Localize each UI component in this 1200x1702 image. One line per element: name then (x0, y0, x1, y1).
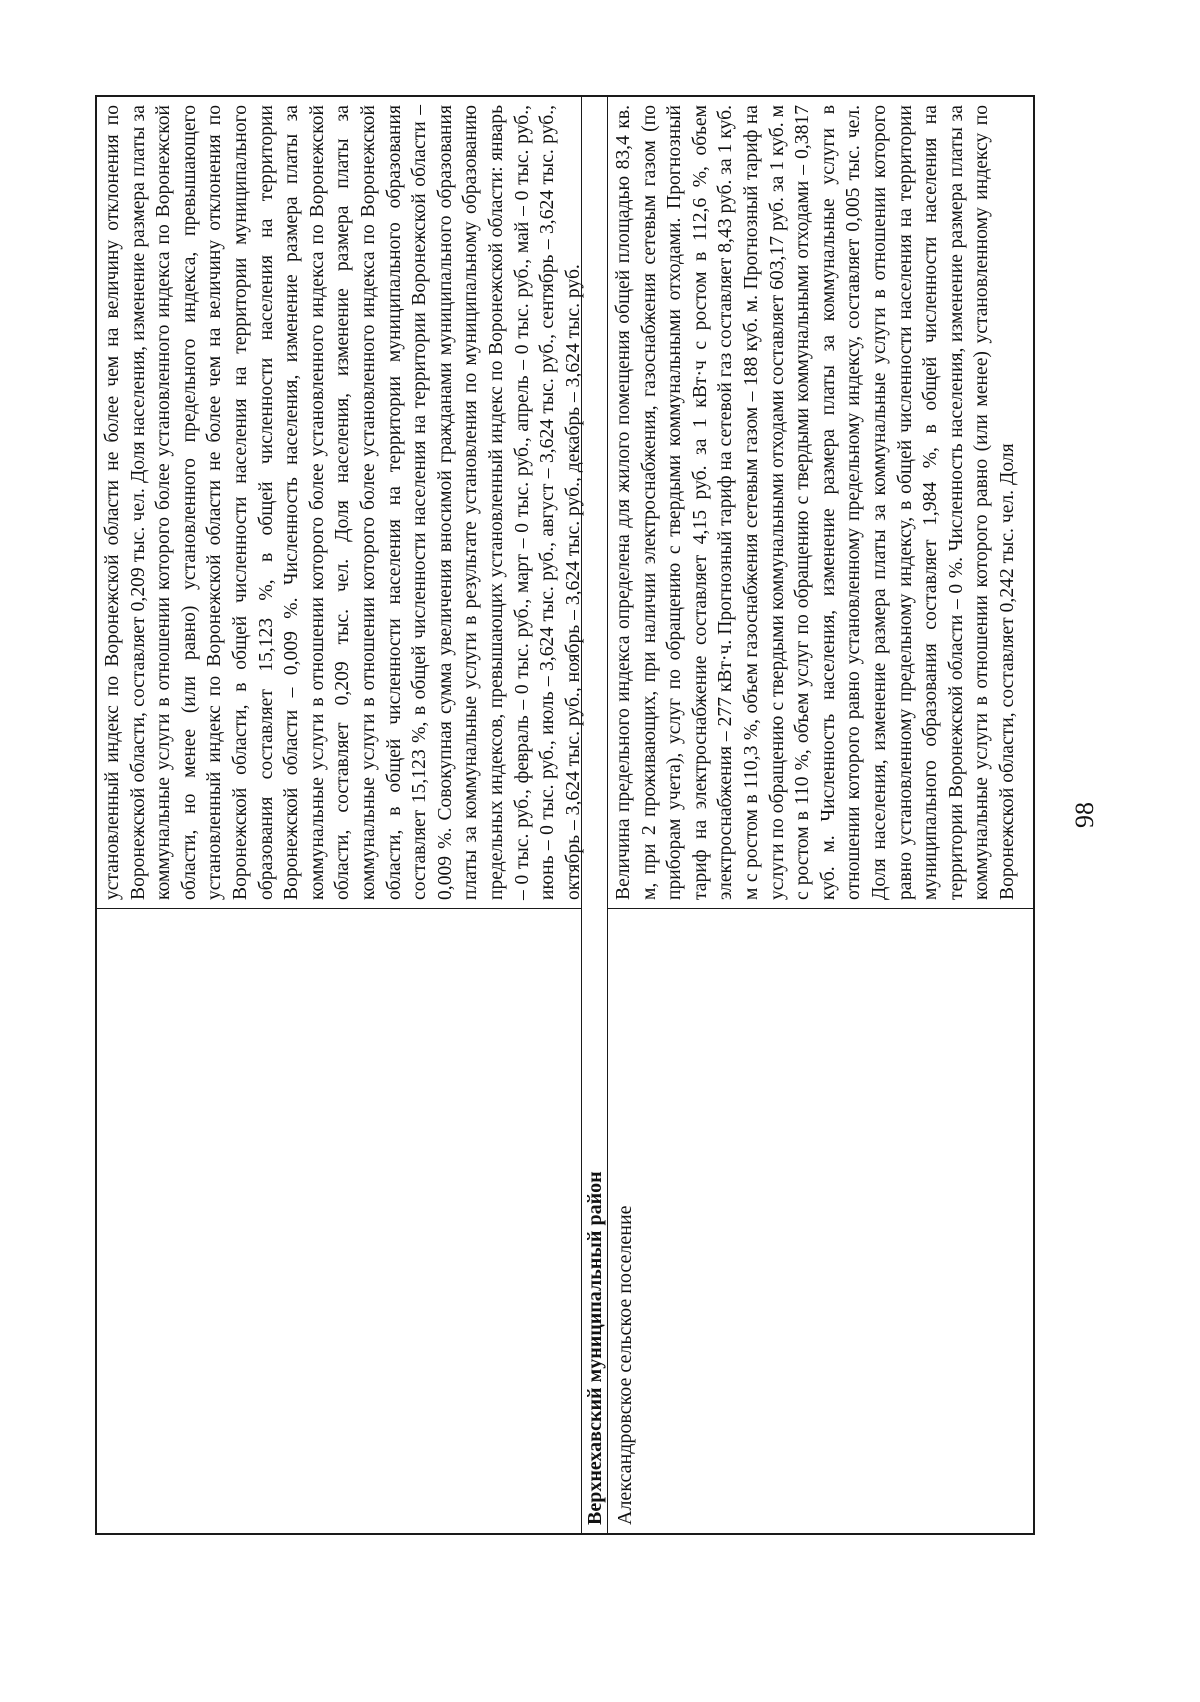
district-title: Верхнехавский муниципальный район (584, 1171, 606, 1525)
settlement-description-cell (608, 97, 1033, 908)
description-text: установленный индекс по Воронежской области не более чем на величину отклонения по Воронежской области, составляет 0,209 тыс. чел. Доля населения, изменение размера платы за коммунальные услуги в отношении которого более установленного индекса по Воронежской области, но менее (или равно) установленного предельного индекса, превышающего установленный индекс по Воронежской области не более чем на величину отклонения по Воронежской области, в общей численности населения на территории муниципального образования составляет 15,123 %, в общей численности населения на территории Воронежской области – 0,009 %. Численность населения, изменение размера платы за коммунальные услуги в отношении которого более установленного индекса по Воронежской области, составляет 0,209 тыс. чел. Доля населения, изменение размера платы за коммунальные услуги в отношении которого более установленного индекса по Воронежской области, в общей численности населения на территории муниципального образования составляет 15,123 %, в общей численности населения на территории Воронежской области – 0,009 %. Совокупная сумма увеличения вносимой гражданами муниципального образования платы за коммунальные услуги в результате установления по муниципальному образованию предельных индексов, превышающих установленный индекс по Воронежской области: январь – 0 тыс. руб., февраль – 0 тыс. руб., март – 0 тыс. руб., апрель – 0 тыс. руб., май – 0 тыс. руб., июнь – 0 тыс. руб., июль – 3,624 тыс. руб., август – 3,624 тыс. руб., сентябрь – 3,624 тыс. руб., октябрь – 3,624 тыс. руб., ноябрь – 3,624 тыс. руб., декабрь – 3,624 тыс. руб. (102, 105, 584, 900)
settlement-name-cell (608, 908, 1033, 1533)
table-row-settlement (608, 97, 1033, 1533)
rotated-document-page (95, 95, 1195, 1535)
page-number: 98 (1070, 802, 1099, 828)
settlement-description-text: Величина предельного индекса определена для жилого помещения общей площадью 83,4 кв. м, при 2 проживающих, при наличии электроснабжения, газоснабжения сетевым газом (по приборам учета), услуг по обращению с твердыми коммунальными отходами. Прогнозный тариф на электроснабжение составляет 4,15 руб. за 1 кВт·ч с ростом в 112,6 %, объем электроснабжения – 277 кВт·ч. Прогнозный тариф на сетевой газ составляет 8,43 руб. за 1 куб. м с ростом в 110,3 %, объем газоснабжения сетевым газом – 188 куб. м. Прогнозный тариф на услуги по обращению с твердыми коммунальными отходами составляет 603,17 руб. за 1 куб. м с ростом в 110 %, объем услуг по обращению с твердыми коммунальными отходами – 0,3817 куб. м. Численность населения, изменение размера платы за коммунальные услуги в отношении которого равно установленному предельному индексу, составляет 0,005 тыс. чел. Доля населения, изменение размера платы за коммунальные услуги в отношении которого равно установленному предельному индексу, в общей численности населения на территории муниципального образования составляет 1,984 %, в общей численности населения на территории Воронежской области – 0 %. Численность населения, изменение размера платы за коммунальные услуги в отношении которого равно (или менее) установленному индексу по Воронежской области, составляет 0,242 тыс. чел. Доля (613, 105, 1018, 900)
tariff-index-table (95, 95, 1035, 1535)
table-row-district-header (582, 97, 608, 1533)
territory-cell (97, 908, 581, 1533)
table-row-continuation (97, 97, 582, 1533)
settlement-name: Александровское сельское поселение (614, 1205, 636, 1525)
description-cell (97, 97, 584, 908)
